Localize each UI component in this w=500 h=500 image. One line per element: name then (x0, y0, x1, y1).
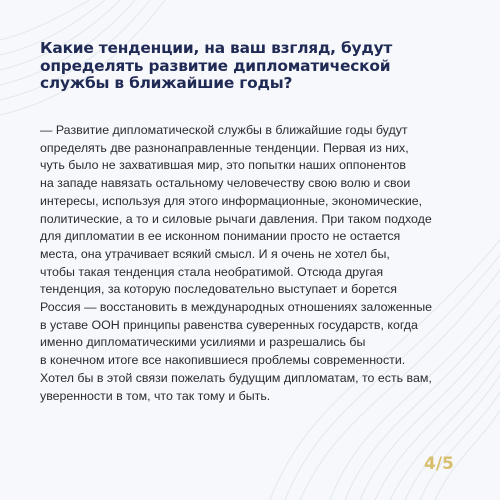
answer-text: — Развитие дипломатической службы в ближайшие годы будут определять две разнонаправленные тенденции. Первая из них, чуть было не захватившая мир, это попытки наших оппонентов на западе навязать остальному человечеству свою волю и свои интересы, используя для этого информационные, экономические, политические, а то и силовые рычаги давления. При таком подходе для дипломатии в ее исконном понимании просто не остается места, она утрачивает всякий смысл. И я очень не хотел бы, чтобы такая тенденция стала необратимой. Отсюда другая тенденция, за которую последовательно выступает и борется Россия — восстановить в международных отношениях заложенные в уставе ООН принципы равенства суверенных государств, когда именно дипломатическими усилиями и разрешались бы в конечном итоге все накопившиеся проблемы современности. Хотел бы в этой связи пожелать будущим дипломатам, то есть вам, уверенности в том, что так тому и быть. (40, 123, 433, 403)
page-number: 4/5 (424, 454, 454, 474)
question-heading: Какие тенденции, на ваш взгляд, будут определять развитие дипломатической службы в ближайшие годы? (40, 39, 393, 92)
